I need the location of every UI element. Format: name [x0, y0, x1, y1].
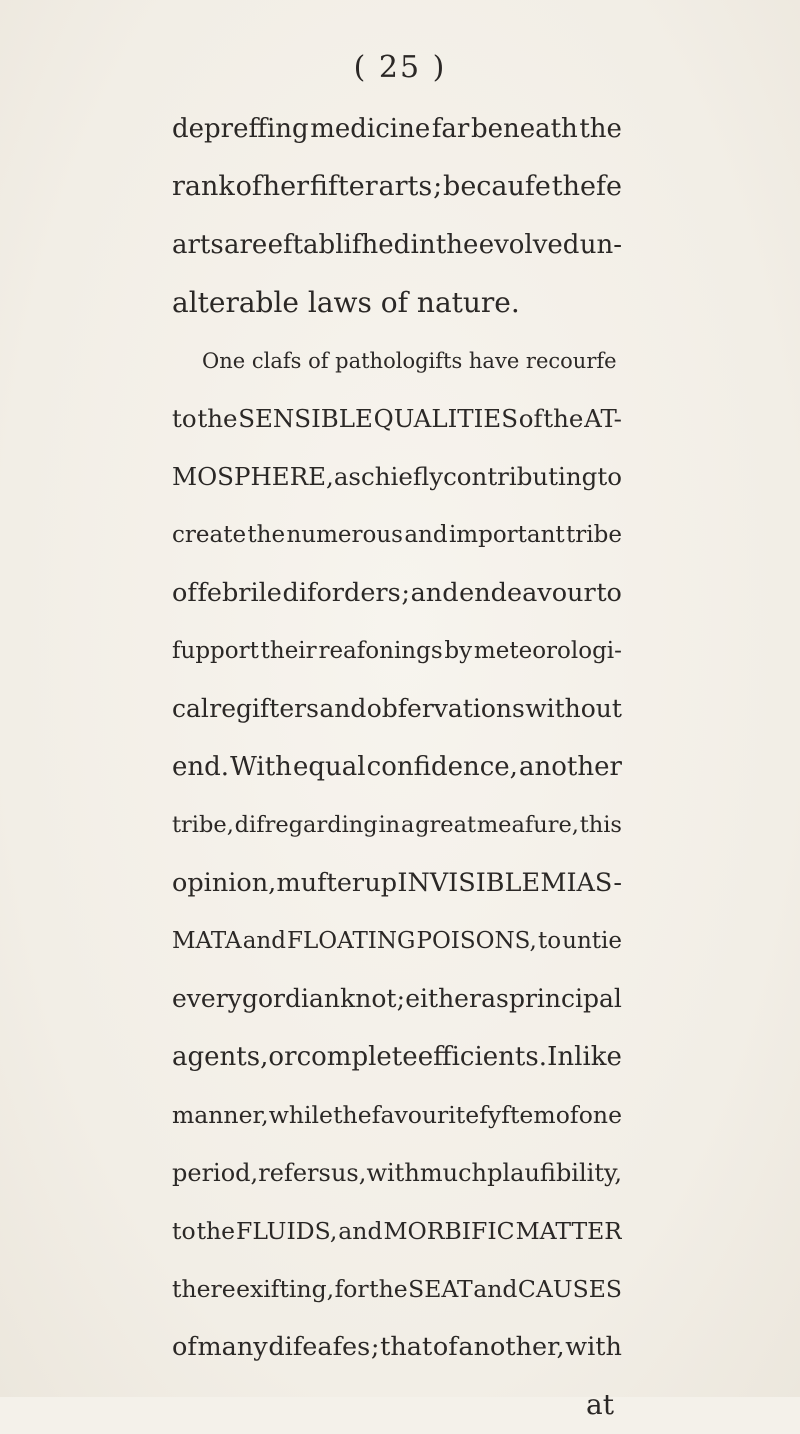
text-line: create the numerous and important tribe — [172, 522, 622, 548]
catchword: at — [586, 1388, 614, 1421]
text-line: every gordian knot ; either as principal — [172, 984, 622, 1013]
text-line: of febrile diforders ; and endeavour to — [172, 578, 622, 608]
text-line: there exifting, for the SEAT and CAUSES — [172, 1275, 622, 1303]
text-line: MOSPHERE, as chiefly contributing to — [172, 462, 622, 491]
text-line: fupport their reafonings by meteorologi- — [172, 638, 622, 664]
text-line: to the FLUIDS, and MORBIFIC MATTER — [172, 1217, 622, 1245]
text-line: agents, or complete efficients. In like — [172, 1042, 622, 1072]
page-number: ( 25 ) — [353, 50, 447, 85]
text-line: rank of her fifter arts ; becaufe thefe — [172, 171, 622, 202]
text-line: period, refers us, with much plaufibility, — [172, 1159, 622, 1187]
text-line: opinion, mufter up INVISIBLE MIAS- — [172, 868, 622, 898]
text-line: to the SENSIBLE QUALITIES of the AT- — [172, 404, 622, 433]
paragraph-start-line: One clafs of pathologifts have recourfe — [202, 349, 617, 373]
text-line: arts are eftablifhed in the evolved un- — [172, 230, 622, 260]
body-text — [172, 100, 622, 1434]
text-line: manner, while the favourite fyftem of one — [172, 1101, 622, 1129]
text-line: end. With equal confidence, another — [172, 752, 622, 782]
text-line: of many difeafes ; that of another, with — [172, 1332, 622, 1362]
text-line: tribe, difregarding in a great meafure, this — [172, 812, 622, 838]
text-line: cal regifters and obfervations without — [172, 694, 622, 723]
text-line: MATA and FLOATING POISONS, to untie — [172, 928, 622, 954]
text-line: depreffing medicine far beneath the — [172, 114, 622, 144]
text-line: alterable laws of nature. — [172, 286, 520, 319]
